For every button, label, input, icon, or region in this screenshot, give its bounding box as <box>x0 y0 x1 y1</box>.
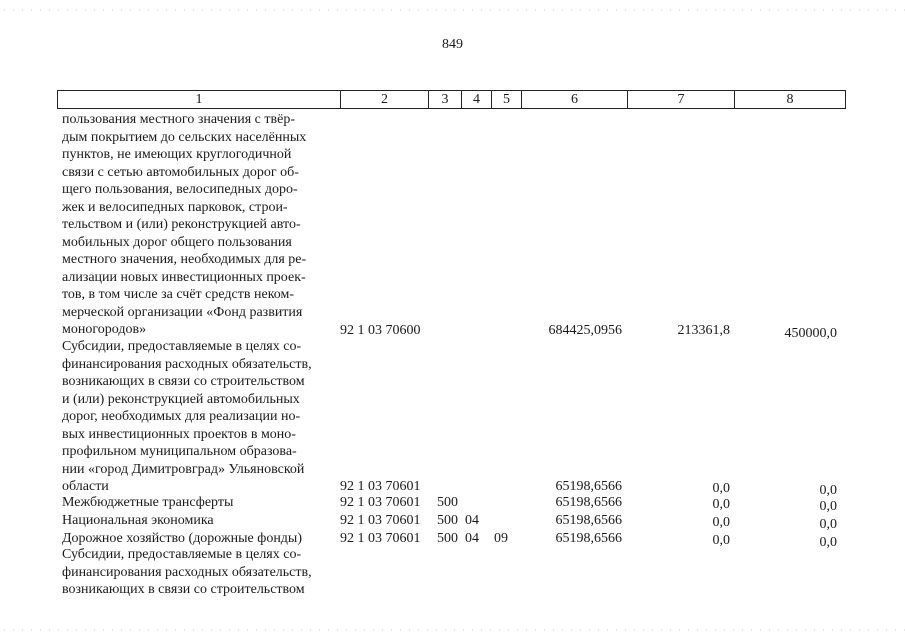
text-line: возникающих в связи со строительством <box>62 582 305 597</box>
text-line: местного значения, необходимых для ре- <box>62 252 307 267</box>
cell-col6: 65198,6566 <box>555 479 622 494</box>
text-line: Субсидии, предоставляемые в целях со- <box>62 547 302 562</box>
cell-col6: 65198,6566 <box>555 495 622 510</box>
cell-col6: 684425,0956 <box>548 323 622 338</box>
cell-code: 92 1 03 70601 <box>340 531 421 546</box>
cell-col6: 65198,6566 <box>555 531 622 546</box>
text-line: нии «город Димитровград» Ульяновской <box>62 461 305 477</box>
text-line: мерческой организации «Фонд развития <box>62 304 303 320</box>
table-row-3 <box>0 494 905 512</box>
cell-col7: 0,0 <box>712 533 730 548</box>
text-line: связи с сетью автомобильных дорог об- <box>62 164 299 180</box>
cell-col8: 0,0 <box>819 517 837 532</box>
text-line: щего пользования, велосипедных доро- <box>62 182 298 197</box>
text-line: вых инвестиционных проектов в моно- <box>62 426 296 442</box>
text-line: пунктов, не имеющих круглогодичной <box>62 147 292 162</box>
col-header-8: 8 <box>735 91 846 109</box>
cell-label: Дорожное хозяйство (дорожные фонды) <box>62 531 303 546</box>
text-line: профильном муниципальном образова- <box>62 444 297 459</box>
cell-code: 92 1 03 70601 <box>340 513 421 528</box>
cell-label: Национальная экономика <box>62 513 214 528</box>
text-line: дым покрытием до сельских населённых <box>62 129 307 145</box>
cell-col8: 0,0 <box>819 483 837 498</box>
text-line: возникающих в связи со строительством <box>62 374 305 389</box>
cell-col6: 65198,6566 <box>555 513 622 528</box>
text-line: области <box>62 479 109 494</box>
cell-label: Межбюджетные трансферты <box>62 495 234 510</box>
table-row-4 <box>0 512 905 530</box>
cell-col3: 500 <box>437 531 458 546</box>
text-line: моногородов» <box>62 322 147 337</box>
cell-col7: 0,0 <box>712 497 730 512</box>
row-description-1 <box>62 111 332 339</box>
row-description-3 <box>62 546 332 599</box>
cell-col7: 0,0 <box>712 481 730 496</box>
text-line: тельством и (или) реконструкцией авто- <box>62 217 301 232</box>
text-line: тов, в том числе за счёт средств неком- <box>62 287 295 302</box>
cell-col8: 0,0 <box>819 499 837 514</box>
text-line: финансирования расходных обязательств, <box>62 356 312 372</box>
cell-code: 92 1 03 70601 <box>340 495 421 510</box>
text-line: мобильных дорог общего пользования <box>62 234 292 250</box>
text-line: жек и велосипедных парковок, строи- <box>62 199 288 215</box>
col-header-1: 1 <box>58 91 341 109</box>
text-line: Субсидии, предоставляемые в целях со- <box>62 339 302 354</box>
col-header-2: 2 <box>341 91 429 109</box>
cell-code: 92 1 03 70600 <box>340 323 421 338</box>
cell-col5: 09 <box>494 531 508 546</box>
text-line: дорог, необходимых для реализации но- <box>62 409 301 424</box>
page-number: 849 <box>442 37 463 52</box>
col-header-5: 5 <box>492 91 522 109</box>
cell-col4: 04 <box>465 531 479 546</box>
text-line: ализации новых инвестиционных проек- <box>62 269 306 285</box>
row-description-2 <box>62 338 332 496</box>
cell-col7: 213361,8 <box>677 323 730 338</box>
cell-code: 92 1 03 70601 <box>340 479 421 494</box>
cell-col8: 0,0 <box>819 535 837 550</box>
col-header-7: 7 <box>628 91 735 109</box>
cell-col3: 500 <box>437 513 458 528</box>
col-header-4: 4 <box>462 91 492 109</box>
text-line: финансирования расходных обязательств, <box>62 564 312 580</box>
col-header-3: 3 <box>429 91 462 109</box>
cell-col8: 450000,0 <box>784 326 837 341</box>
text-line: и (или) реконструкцией автомобильных <box>62 391 300 407</box>
bottom-scan-dots <box>0 629 905 631</box>
col-header-6: 6 <box>522 91 628 109</box>
cell-col4: 04 <box>465 513 479 528</box>
text-line: пользования местного значения с твёр- <box>62 112 296 127</box>
cell-col3: 500 <box>437 495 458 510</box>
cell-col7: 0,0 <box>712 515 730 530</box>
